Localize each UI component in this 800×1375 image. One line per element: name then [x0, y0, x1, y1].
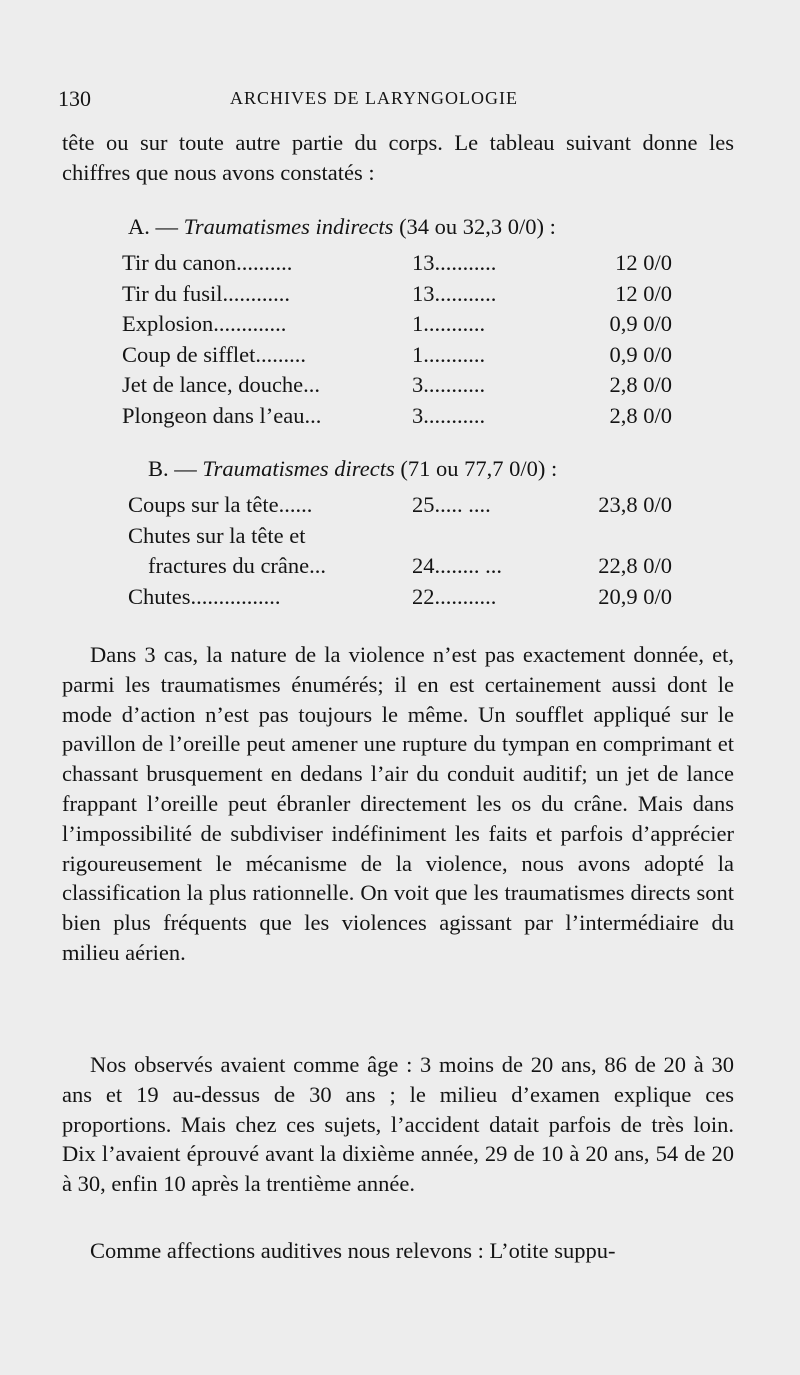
- running-title: ARCHIVES DE LARYNGOLOGIE: [230, 88, 518, 108]
- row-percent: 2,8 0/0: [609, 402, 672, 428]
- row-count: 13...........: [412, 250, 497, 275]
- section-b-heading: [148, 454, 557, 484]
- paragraph-4: Comme affections auditives nous relevons : L’otite suppu-: [90, 1238, 616, 1263]
- section-b-title: Traumatismes directs: [202, 456, 395, 481]
- row-label: fractures du crâne...: [148, 553, 327, 578]
- table-row: [0, 248, 680, 278]
- row-percent: 0,9 0/0: [609, 311, 672, 336]
- row-percent: 12 0/0: [615, 250, 672, 275]
- page-number: 130: [58, 86, 91, 111]
- paragraph-2: Dans 3 cas, la nature de la violence n’est pas exactement donnée, et, parmi les traumatismes énumérés; il en est certainement aussi dont le mode d’action n’est pas toujours le même. Un soufflet appliqué sur le pavillon de l’oreille peut amener une rupture du tympan en comprimant et chassant brusquement en dedans l’air du conduit auditif; un jet de lance frappant l’oreille peut ébranler directement les os du crâne. Mais dans l’impossibilité de subdiviser indéfiniment les faits et parfois d’apprécier rigoureusement le mécanisme de la violence, nous avons adopté la classification la plus rationnelle. On voit que les traumatismes directs sont bien plus fréquents que les violences agissant par l’intermédiaire du milieu aérien.: [62, 642, 734, 965]
- intro-paragraph: tête ou sur toute autre partie du corps. Le tableau suivant donne les chiffres que nous avons constatés :: [62, 130, 734, 185]
- row-label: Explosion.............: [122, 311, 287, 336]
- row-label: Jet de lance, douche...: [122, 372, 321, 397]
- row-count: 3...........: [412, 402, 486, 428]
- row-count: 1...........: [412, 311, 486, 336]
- row-count: 3...........: [412, 372, 486, 397]
- row-percent: 23,8 0/0: [598, 492, 672, 517]
- row-count: 24........ ...: [412, 553, 502, 578]
- row-percent: 0,9 0/0: [609, 341, 672, 367]
- table-row: [0, 551, 680, 581]
- table-row: [0, 340, 680, 370]
- table-row: [0, 521, 680, 551]
- row-count: 25..... ....: [412, 492, 491, 517]
- row-percent: 2,8 0/0: [609, 372, 672, 397]
- row-percent: 20,9 0/0: [598, 583, 672, 609]
- section-b-prefix: B. —: [148, 456, 203, 481]
- table-row: [0, 490, 680, 520]
- row-percent: 12 0/0: [615, 280, 672, 306]
- section-a-prefix: A. —: [128, 214, 184, 239]
- row-label: Chutes sur la tête et: [128, 522, 306, 548]
- page-header: [0, 86, 800, 116]
- row-count: 22...........: [412, 583, 497, 609]
- table-row: [0, 279, 680, 309]
- row-label: Coups sur la tête......: [128, 492, 313, 517]
- row-count: 13...........: [412, 280, 497, 306]
- row-label: Plongeon dans l’eau...: [122, 402, 322, 428]
- table-row: [0, 309, 680, 339]
- section-b-suffix: (71 ou 77,7 0/0) :: [394, 456, 558, 481]
- row-label: Tir du fusil............: [122, 280, 290, 306]
- section-a-heading: [128, 212, 556, 242]
- section-a-suffix: (34 ou 32,3 0/0) :: [393, 214, 556, 239]
- table-row: [0, 582, 680, 612]
- row-percent: 22,8 0/0: [598, 553, 672, 578]
- row-label: Coup de sifflet.........: [122, 341, 306, 367]
- table-row: [0, 370, 680, 400]
- section-a-title: Traumatismes indirects: [183, 214, 394, 239]
- row-label: Chutes................: [128, 583, 281, 609]
- row-label: Tir du canon..........: [122, 250, 293, 275]
- paragraph-3: Nos observés avaient comme âge : 3 moins de 20 ans, 86 de 20 à 30 ans et 19 au-dessus de 30 ans ; le milieu d’examen explique ces proportions. Mais chez ces sujets, l’accident datait parfois de très loin. Dix l’avaient éprouvé avant la dixième année, 29 de 10 à 20 ans, 54 de 20 à 30, enfin 10 après la trentième année.: [62, 1052, 734, 1197]
- row-count: 1...........: [412, 341, 486, 367]
- table-row: [0, 401, 680, 431]
